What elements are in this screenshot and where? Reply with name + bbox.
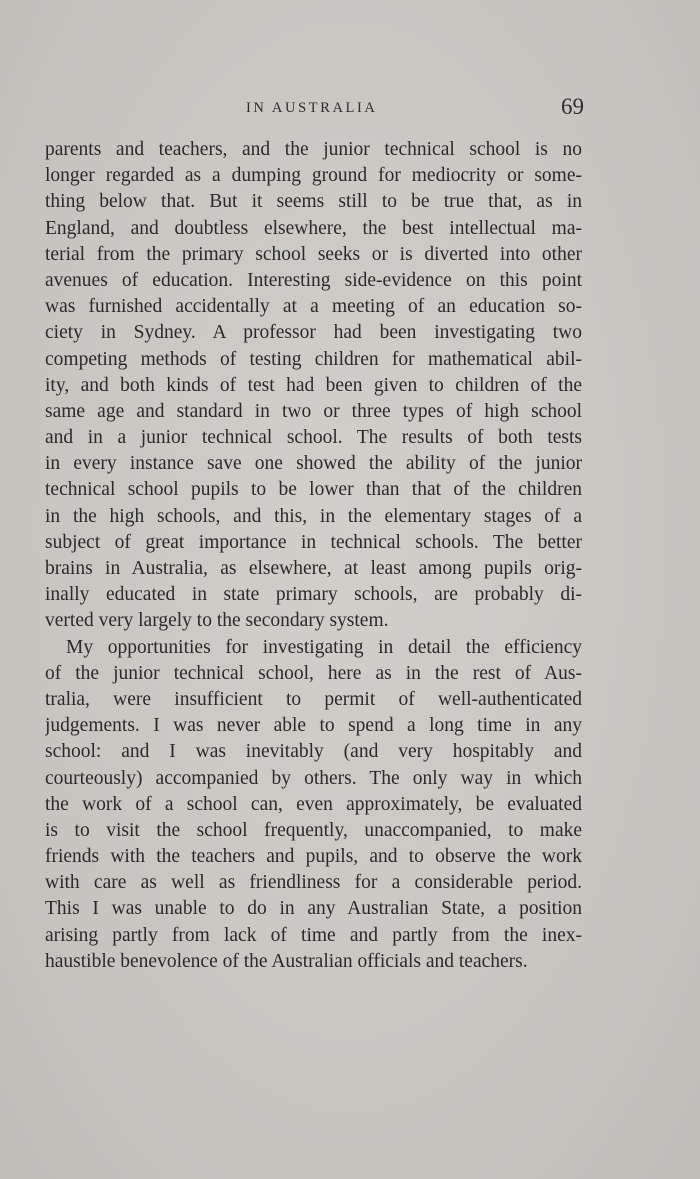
text-line: thing below that. But it seems still to be true that, as in xyxy=(45,191,582,213)
text-line: England, and doubtless elsewhere, the best intellectual ma- xyxy=(45,217,582,239)
text-line: ciety in Sydney. A professor had been investigating two xyxy=(45,322,582,344)
text-line: competing methods of testing children for mathematical abil- xyxy=(45,348,582,370)
text-line: longer regarded as a dumping ground for mediocrity or some- xyxy=(45,165,582,187)
text-line: school: and I was inevitably (and very hospitably and xyxy=(45,741,582,763)
text-line: same age and standard in two or three types of high school xyxy=(45,400,582,422)
text-line: judgements. I was never able to spend a long time in any xyxy=(45,715,582,737)
paragraph-last-line: verted very largely to the secondary system. xyxy=(45,610,389,632)
paragraph-last-line: haustible benevolence of the Australian officials and teachers. xyxy=(45,950,528,972)
text-line: tralia, were insufficient to permit of well-authenticated xyxy=(45,688,582,710)
text-line: was furnished accidentally at a meeting of an education so- xyxy=(45,296,582,318)
text-line: brains in Australia, as elsewhere, at least among pupils orig- xyxy=(45,558,582,579)
text-line: in every instance save one showed the ability of the junior xyxy=(45,453,582,475)
page-number: 69 xyxy=(561,94,584,119)
text-line: This I was unable to do in any Australian State, a position xyxy=(45,898,582,920)
text-line: in the high schools, and this, in the elementary stages of a xyxy=(45,505,582,527)
text-line: avenues of education. Interesting side-evidence on this point xyxy=(45,269,582,291)
text-line: parents and teachers, and the junior technical school is no xyxy=(45,139,582,160)
paragraph-first-line: My opportunities for investigating in detail the efficiency xyxy=(66,636,582,658)
text-line: of the junior technical school, here as in the rest of Aus- xyxy=(45,662,582,684)
text-line: the work of a school can, even approximately, be evaluated xyxy=(45,793,582,815)
text-line: friends with the teachers and pupils, and to observe the work xyxy=(45,846,582,868)
text-line: ity, and both kinds of test had been given to children of the xyxy=(45,374,582,396)
body-text xyxy=(45,137,582,975)
text-line: with care as well as friendliness for a considerable period. xyxy=(45,872,582,894)
text-line: and in a junior technical school. The results of both tests xyxy=(45,427,582,449)
running-head: IN AUSTRALIA xyxy=(246,100,378,116)
text-line: technical school pupils to be lower than that of the children xyxy=(45,479,582,501)
text-line: courteously) accompanied by others. The only way in which xyxy=(45,767,582,789)
text-line: arising partly from lack of time and partly from the inex- xyxy=(45,924,582,946)
text-line: terial from the primary school seeks or is diverted into other xyxy=(45,243,582,265)
text-line: inally educated in state primary schools, are probably di- xyxy=(45,584,582,606)
text-line: subject of great importance in technical schools. The better xyxy=(45,531,582,553)
text-line: is to visit the school frequently, unaccompanied, to make xyxy=(45,819,582,841)
